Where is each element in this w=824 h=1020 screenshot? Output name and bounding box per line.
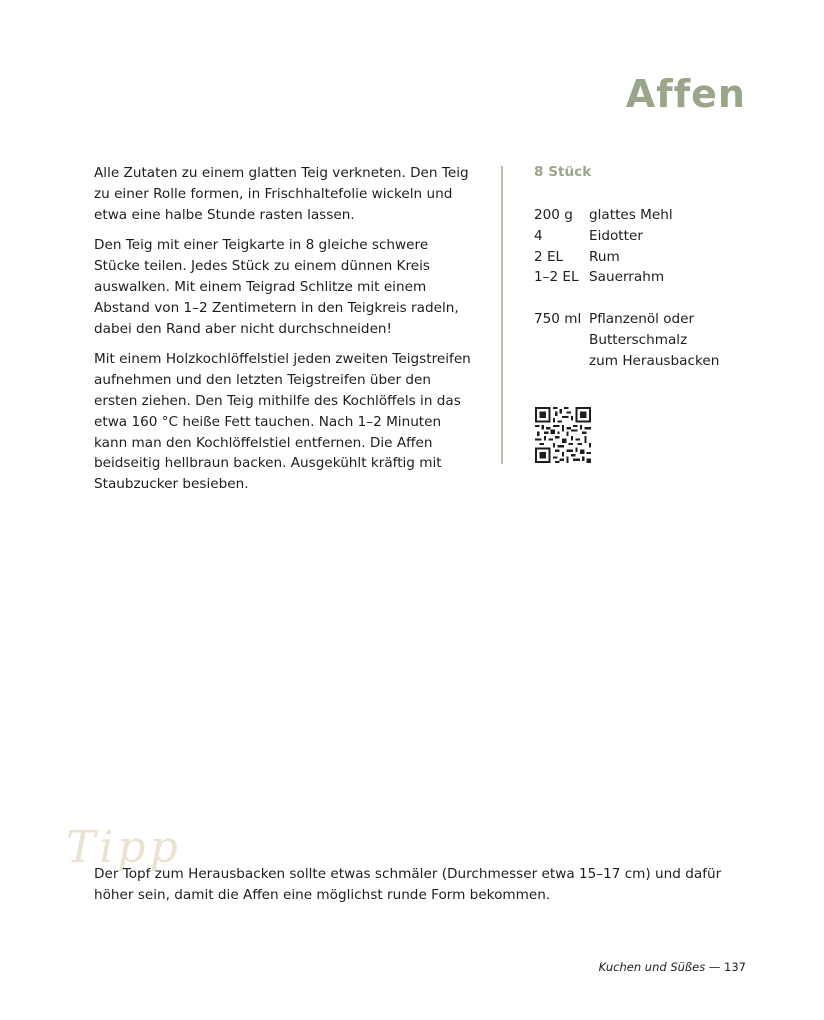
ingredient-row [534, 330, 774, 351]
method-paragraph: Den Teig mit einer Teigkarte in 8 gleiche schwere Stücke teilen. Jedes Stück zu einem dünnen Kreis auswalken. Mit einem Teigrad Schlitze mit einem Abstand von 1–2 Zentimetern in den Teigkreis radeln, dabei den Rand aber nicht durchschneiden! [94, 237, 459, 337]
ingredient-row [534, 226, 774, 247]
ingredient-qty: 1–2 EL [534, 269, 579, 286]
method-paragraph: Alle Zutaten zu einem glatten Teig verkneten. Den Teig zu einer Rolle formen, in Frischhaltefolie wickeln und etwa eine halbe Stunde rasten lassen. [94, 165, 469, 223]
method-text [94, 163, 474, 505]
ingredient-qty: 4 [534, 227, 543, 244]
ingredient-row [534, 205, 774, 226]
ingredient-name: Butterschmalz [589, 331, 688, 348]
ingredient-name: Sauerrahm [589, 269, 665, 286]
method-paragraph: Mit einem Holzkochlöffelstiel jeden zweiten Teigstreifen aufnehmen und den letzten Teigstreifen über den ersten ziehen. Den Teig mithilfe des Kochlöffels in das etwa 160 °C heiße Fett tauchen. Nach 1–2 Minuten kann man den Kochlöffelstiel entfernen. Die Affen beidseitig hellbraun backen. Ausgekühlt kräftig mit Staubzucker besieben. [94, 351, 471, 493]
page-number: 137 [724, 960, 746, 974]
ingredient-name: glattes Mehl [589, 207, 673, 223]
footer-section: Kuchen und Süßes [598, 960, 706, 974]
footer-separator: — [708, 960, 721, 974]
page-footer [599, 960, 746, 974]
ingredient-qty: 2 EL [534, 248, 564, 265]
ingredient-row [534, 247, 774, 268]
ingredient-qty [534, 351, 589, 372]
ingredient-spacer [534, 288, 774, 309]
ingredient-name: Pflanzenöl oder [589, 310, 695, 327]
ingredient-row [534, 309, 774, 330]
tipp-text: Der Topf zum Herausbacken sollte etwas schmäler (Durchmesser etwa 15–17 cm) und dafür höher sein, damit die Affen eine möglichst runde Form bekommen. [94, 866, 722, 903]
yield-label: 8 Stück [534, 164, 592, 180]
ingredient-row [534, 351, 774, 372]
ingredient-name: Eidotter [589, 227, 643, 244]
ingredient-row [534, 267, 774, 288]
tipp-heading: Tipp [66, 822, 182, 873]
ingredient-qty: 750 ml [534, 310, 582, 327]
ingredient-list [534, 205, 774, 371]
qr-code-icon[interactable] [535, 407, 591, 463]
column-divider [501, 166, 503, 464]
recipe-title: Affen [625, 72, 746, 116]
ingredient-name: zum Herausbacken [589, 352, 720, 369]
ingredient-name: Rum [589, 248, 620, 265]
ingredient-qty: 200 g [534, 207, 573, 223]
ingredient-qty [534, 330, 589, 351]
